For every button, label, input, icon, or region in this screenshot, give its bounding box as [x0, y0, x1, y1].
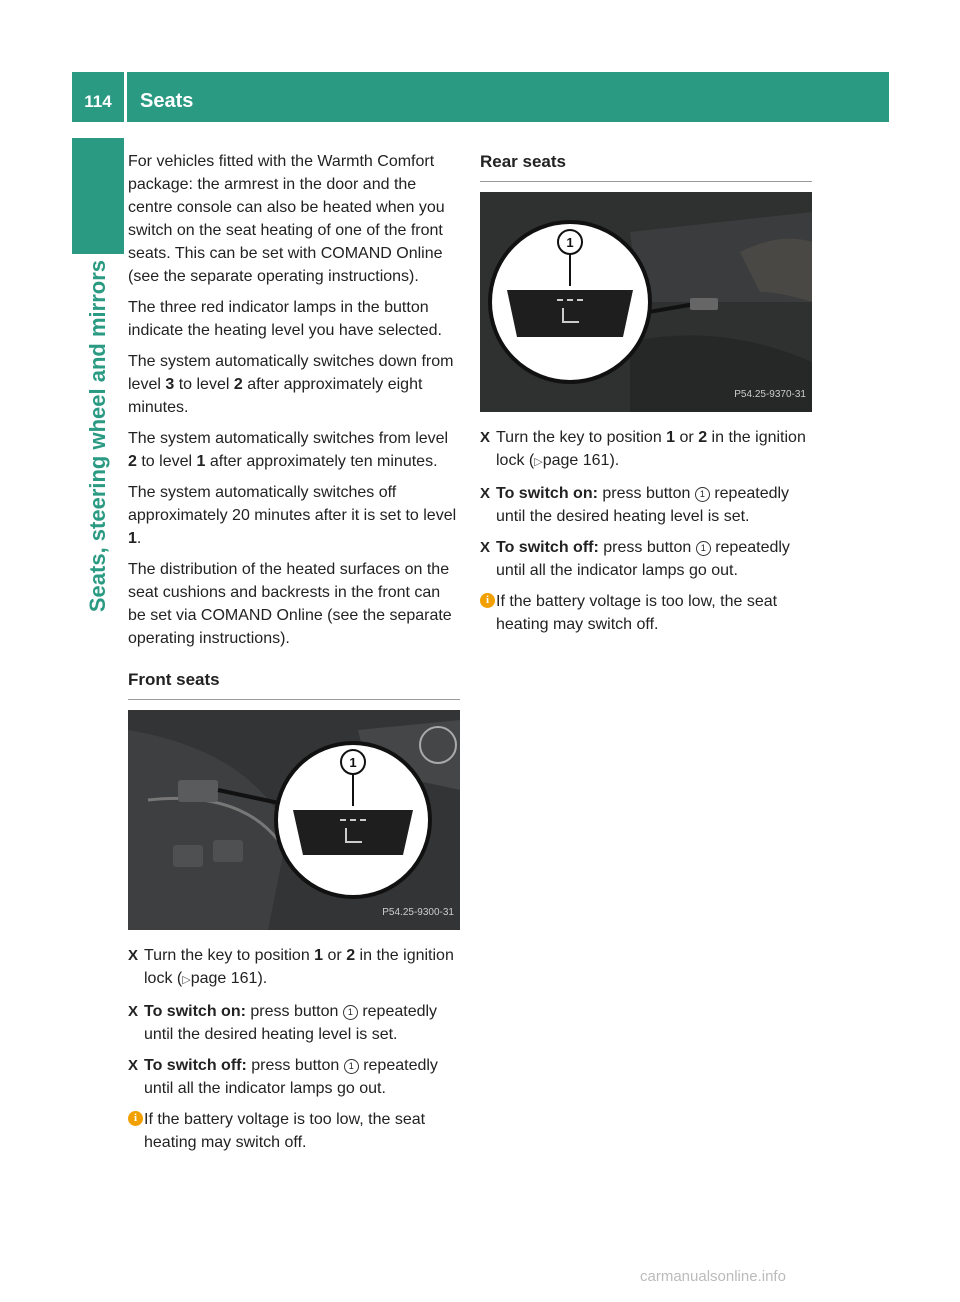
header-divider — [124, 72, 127, 122]
rear-door-illustration — [480, 192, 812, 412]
side-tab-label: Seats, steering wheel and mirrors — [85, 260, 110, 613]
page-number: 114 — [84, 92, 112, 111]
paragraph-level3: The system automatically switches down from level 3 to level 2 after approximately eight minutes. — [128, 353, 454, 416]
page-title: Seats — [140, 90, 194, 112]
paragraph-distribution: The distribution of the heated surfaces on the seat cushions and backrests in the front can be set via COMAND Online (see the separate operating instructions). — [128, 561, 452, 647]
left-column — [128, 150, 460, 1162]
step-marker-icon: X — [480, 485, 491, 502]
rear-step-switch-on: X To switch on: press button 1 repeatedly until the desired heating level is set. — [480, 482, 812, 528]
step-marker-icon: X — [128, 1057, 139, 1074]
front-door-illustration — [128, 710, 460, 930]
step-marker-icon: X — [128, 947, 139, 964]
button-callout-icon: 1 — [695, 487, 710, 502]
footer-watermark[interactable]: carmanualsonline.info — [640, 1268, 786, 1285]
front-step-switch-on: X To switch on: press button 1 repeatedly until the desired heating level is set. — [128, 1000, 460, 1046]
right-column — [480, 150, 812, 644]
info-icon: i — [128, 1111, 143, 1126]
heading-rear-seats: Rear seats — [480, 150, 812, 182]
front-seats-photo — [128, 710, 460, 930]
button-callout-icon: 1 — [344, 1059, 359, 1074]
side-tab-block — [72, 138, 124, 254]
front-step-turn-key: X Turn the key to position 1 or 2 in the ignition lock (▷page 161). — [128, 944, 460, 992]
front-info-note: i If the battery voltage is too low, the seat heating may switch off. — [128, 1108, 460, 1154]
rear-image-code: P54.25-9370-31 — [734, 389, 806, 400]
rear-callout-number: 1 — [566, 235, 574, 250]
rear-step-turn-key: X Turn the key to position 1 or 2 in the ignition lock (▷page 161). — [480, 426, 812, 474]
front-step-switch-off: X To switch off: press button 1 repeatedly until all the indicator lamps go out. — [128, 1054, 460, 1100]
info-icon: i — [480, 593, 495, 608]
step-marker-icon: X — [480, 539, 491, 556]
step-marker-icon: X — [128, 1003, 139, 1020]
step-marker-icon: X — [480, 429, 491, 446]
heading-front-seats: Front seats — [128, 668, 460, 700]
front-image-code: P54.25-9300-31 — [382, 907, 454, 918]
rear-info-note: i If the battery voltage is too low, the seat heating may switch off. — [480, 590, 812, 636]
paragraph-indicator-lamps: The three red indicator lamps in the button indicate the heating level you have selected. — [128, 299, 442, 339]
side-tab — [72, 260, 124, 760]
header-bar — [72, 72, 889, 122]
rear-step-switch-off: X To switch off: press button 1 repeatedly until all the indicator lamps go out. — [480, 536, 812, 582]
page-ref-arrow-icon: ▷ — [182, 974, 191, 986]
page-ref-arrow-icon: ▷ — [534, 456, 543, 468]
button-callout-icon: 1 — [343, 1005, 358, 1020]
paragraph-level1: The system automatically switches off approximately 20 minutes after it is set to level 1. — [128, 484, 457, 547]
paragraph-warmth-comfort: For vehicles fitted with the Warmth Comfort package: the armrest in the door and the centre console can also be heated when you switch on the seat heating of one of the front seats. This can be set with COMAND Online (see the separate operating instructions). — [128, 153, 445, 285]
front-callout-number: 1 — [349, 755, 357, 770]
rear-seats-photo — [480, 192, 812, 412]
button-callout-icon: 1 — [696, 541, 711, 556]
paragraph-level2: The system automatically switches from level 2 to level 1 after approximately ten minutes. — [128, 430, 449, 470]
